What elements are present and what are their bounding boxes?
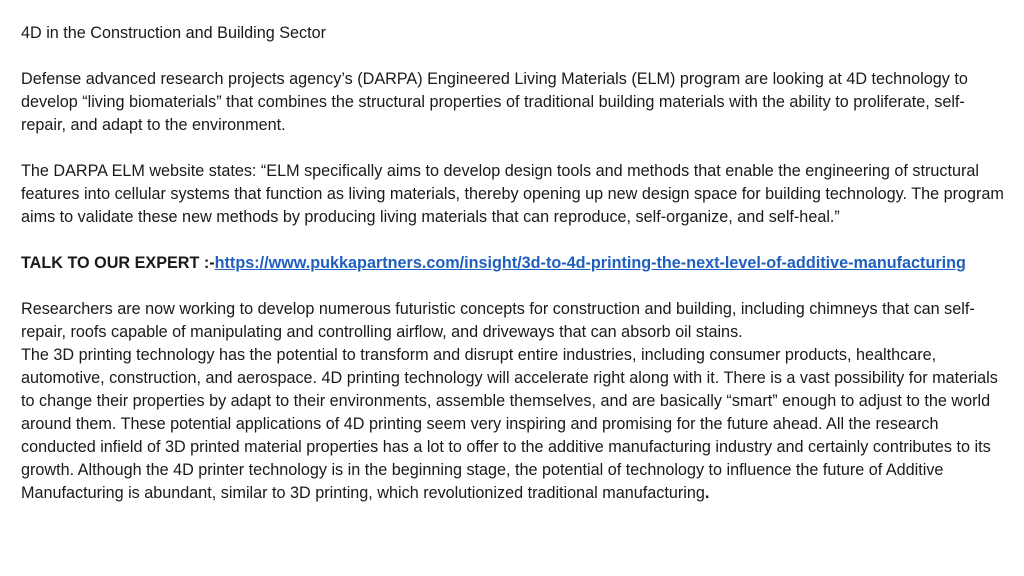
expert-callout	[21, 252, 1006, 275]
spacer	[21, 275, 1006, 298]
paragraph-research-concepts: Researchers are now working to develop numerous futuristic concepts for construction and building, including chimneys that can self-repair, roofs capable of manipulating and controlling airflow, and driveways that can absorb oil stains.	[21, 300, 975, 341]
paragraph-4d-potential	[21, 344, 1006, 505]
spacer	[21, 137, 1006, 160]
slide-content	[21, 22, 1006, 505]
spacer	[21, 229, 1006, 252]
page-title: 4D in the Construction and Building Sector	[21, 24, 327, 42]
expert-link[interactable]: https://www.pukkapartners.com/insight/3d-to-4d-printing-the-next-level-of-additive-manufacturing	[214, 254, 966, 272]
paragraph-darpa-quote: The DARPA ELM website states: “ELM specifically aims to develop design tools and methods that enable the engineering of structural features into cellular systems that function as living materials, thereby opening up new design space for building technology. The program aims to validate these new methods by producing living materials that can reproduce, self-organize, and self-heal.”	[21, 162, 1004, 226]
spacer	[21, 45, 1006, 68]
closing-period: .	[704, 484, 710, 502]
paragraph-darpa-intro: Defense advanced research projects agency’s (DARPA) Engineered Living Materials (ELM) program are looking at 4D technology to develop “living biomaterials” that combines the structural properties of traditional building materials with the ability to proliferate, self-repair, and adapt to the environment.	[21, 70, 968, 134]
paragraph-4d-potential-text: The 3D printing technology has the potential to transform and disrupt entire industries, including consumer products, healthcare, automotive, construction, and aerospace. 4D printing technology will accelerate right along with it. There is a vast possibility for materials to change their properties by adapt to their environments, assemble themselves, and are basically “smart” enough to adjust to the world around them. These potential applications of 4D printing seem very inspiring and promising for the future ahead. All the research conducted infield of 3D printed material properties has a lot to offer to the additive manufacturing industry and certainly contributes to its growth. Although the 4D printer technology is in the beginning stage, the potential of technology to influence the future of Additive Manufacturing is abundant, similar to 3D printing, which revolutionized traditional manufacturing	[21, 346, 998, 502]
expert-callout-label: TALK TO OUR EXPERT :-	[21, 254, 215, 272]
